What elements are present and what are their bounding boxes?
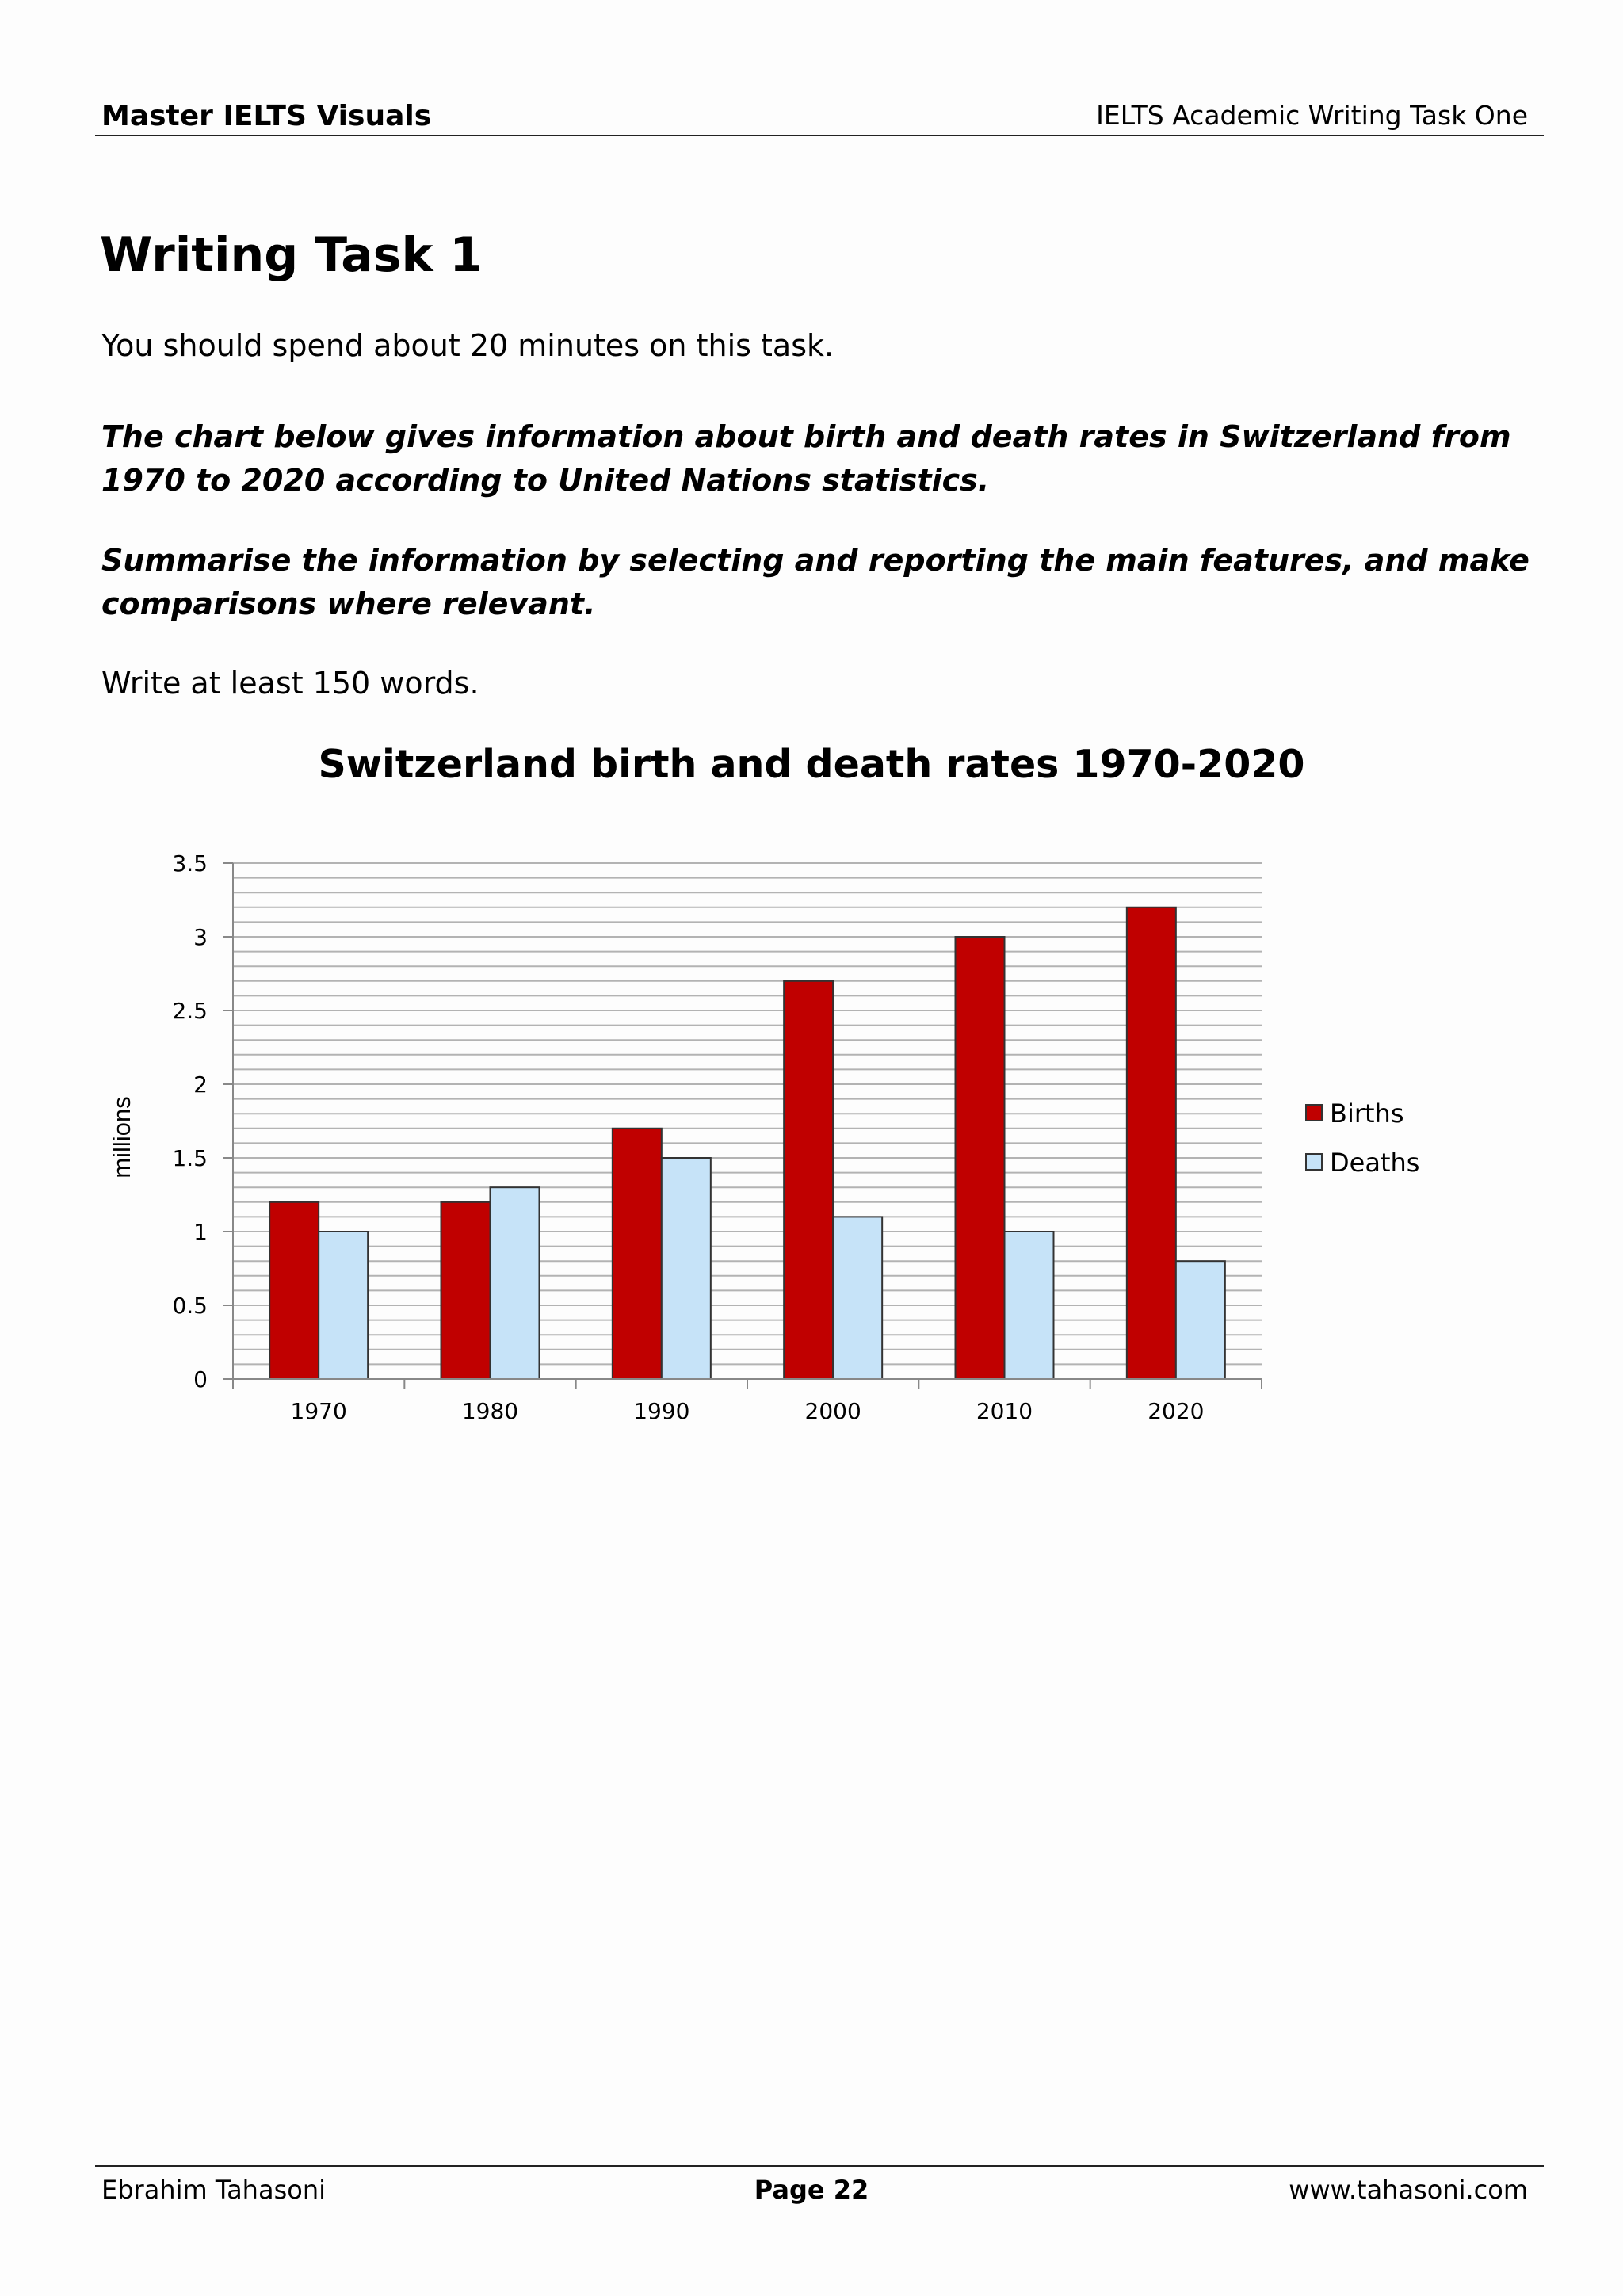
bar-births-2020	[1127, 907, 1176, 1379]
y-tick-label: 2.5	[172, 998, 208, 1024]
y-tick-label: 1	[193, 1219, 208, 1245]
page-number: Page 22	[754, 2175, 869, 2205]
bar-deaths-1990	[662, 1158, 711, 1379]
footer-rule	[95, 2165, 1544, 2167]
y-tick-label: 3	[193, 924, 208, 950]
x-tick-label: 1990	[633, 1398, 690, 1424]
legend-swatch-births	[1306, 1105, 1322, 1121]
bar-births-1970	[269, 1202, 319, 1379]
y-tick-label: 0.5	[172, 1293, 208, 1319]
x-tick-label: 1980	[461, 1398, 519, 1424]
chart-title: Switzerland birth and death rates 1970-2020	[318, 742, 1305, 787]
y-axis-label: millions	[108, 1096, 136, 1179]
bar-births-1990	[613, 1129, 662, 1379]
task-title: Writing Task 1	[100, 227, 483, 283]
footer-website: www.tahasoni.com	[1289, 2175, 1528, 2205]
bar-births-1980	[441, 1202, 491, 1379]
x-tick-label: 2020	[1148, 1398, 1205, 1424]
legend-label-births: Births	[1330, 1098, 1404, 1129]
bar-births-2010	[956, 937, 1005, 1379]
x-tick-label: 2010	[976, 1398, 1033, 1424]
y-tick-label: 1.5	[172, 1145, 208, 1171]
x-tick-label: 1970	[290, 1398, 347, 1424]
x-tick-label: 2000	[804, 1398, 861, 1424]
bar-deaths-1980	[491, 1187, 540, 1379]
footer-author: Ebrahim Tahasoni	[101, 2175, 326, 2205]
header-right: IELTS Academic Writing Task One	[1096, 100, 1528, 131]
bar-deaths-2020	[1176, 1261, 1225, 1379]
y-tick-label: 2	[193, 1072, 208, 1098]
time-note: You should spend about 20 minutes on this task.	[101, 328, 834, 363]
header-left: Master IELTS Visuals	[101, 100, 432, 132]
bar-births-2000	[784, 981, 833, 1379]
task-instruction: Summarise the information by selecting and reporting the main features, and make comparisons where relevant.	[101, 543, 1529, 621]
legend-swatch-deaths	[1306, 1154, 1322, 1170]
task-prompt: The chart below gives information about birth and death rates in Switzerland from 1970 to 2020 according to United Nations statistics.	[101, 419, 1511, 498]
word-note: Write at least 150 words.	[101, 666, 479, 701]
bar-deaths-2000	[833, 1217, 882, 1379]
bar-deaths-1970	[319, 1232, 368, 1379]
legend-label-deaths: Deaths	[1330, 1148, 1420, 1178]
bar-deaths-2010	[1005, 1232, 1054, 1379]
y-tick-label: 0	[193, 1366, 208, 1392]
y-tick-label: 3.5	[172, 850, 208, 877]
